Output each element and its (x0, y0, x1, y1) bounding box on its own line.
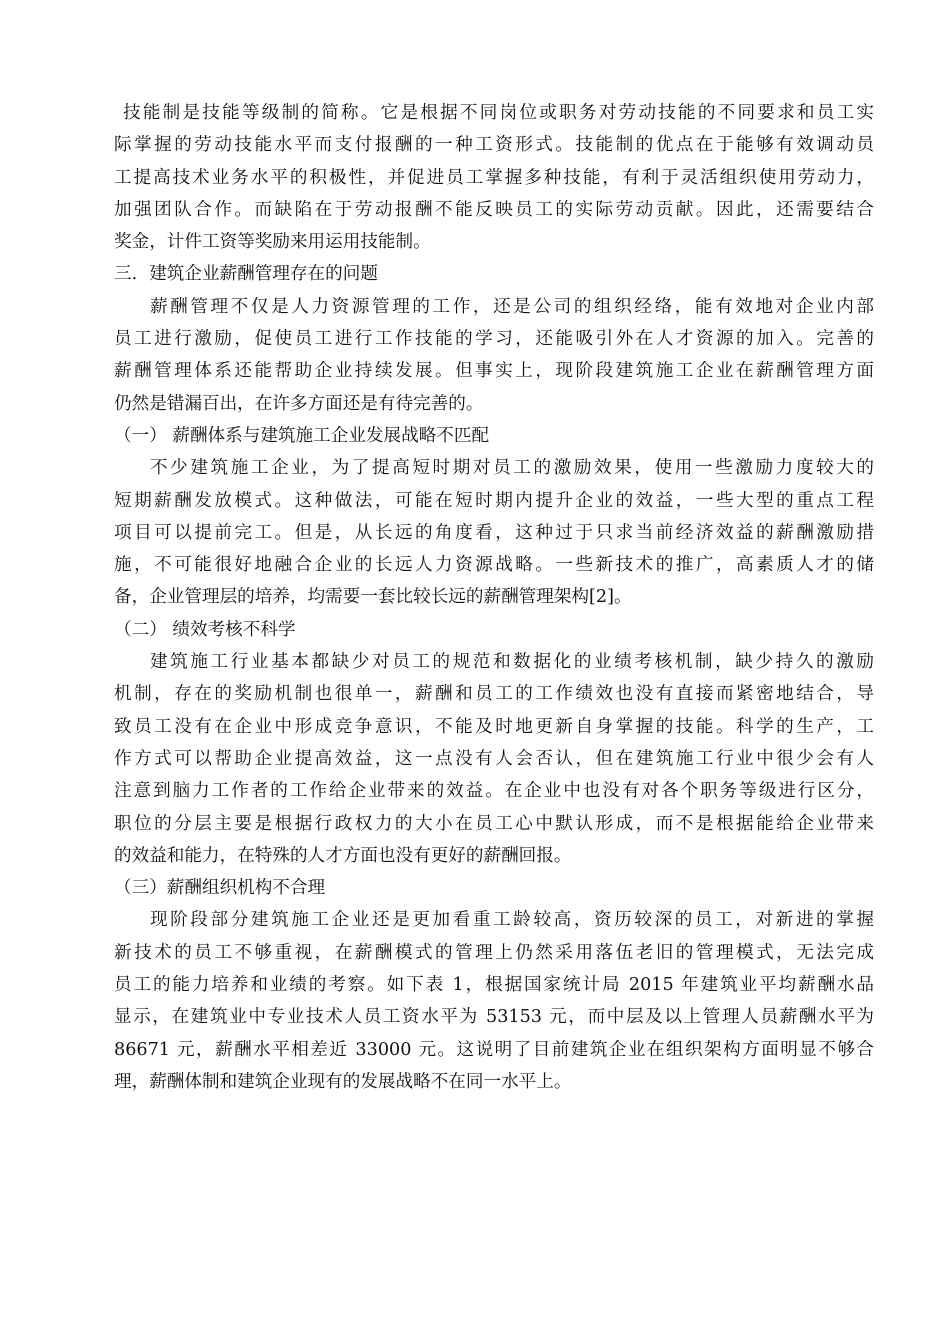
text-line: 薪酬管理不仅是人力资源管理的工作，还是公司的组织经络，能有效地对企业内部 (150, 296, 874, 317)
paragraph-strategy-mismatch (114, 452, 874, 613)
heading-text: （一） 薪酬体系与建筑施工企业发展战略不匹配 (114, 425, 490, 446)
text-line: 员工进行激励，促使员工进行工作技能的学习，还能吸引外在人才资源的加入。完善的 (114, 329, 874, 350)
text-line: 仍然是错漏百出，在许多方面还是有待完善的。 (114, 393, 484, 414)
text-line: 施，不可能很好地融合企业的长远人力资源战略。一些新技术的推广，高素质人才的储 (114, 555, 874, 576)
section-heading-3 (114, 258, 874, 290)
text-line: 奖金，计件工资等奖励来用运用技能制。 (114, 232, 431, 253)
text-line: 致员工没有在企业中形成竞争意识，不能及时地更新自身掌握的技能。科学的生产，工 (114, 716, 874, 737)
text-line: 86671 元，薪酬水平相差近 33000 元。这说明了目前建筑企业在组织架构方面明显不够合 (114, 1039, 874, 1060)
text-line: 加强团队合作。而缺陷在于劳动报酬不能反映员工的实际劳动贡献。因此，还需要结合 (114, 199, 874, 220)
subsection-heading-1 (114, 420, 874, 452)
document-body (114, 97, 874, 1098)
subsection-heading-2 (114, 614, 874, 646)
text-line: 备，企业管理层的培养，均需要一套比较长远的薪酬管理架构[2]。 (114, 587, 632, 608)
paragraph-organization-structure (114, 904, 874, 1098)
paragraph-performance-evaluation (114, 646, 874, 872)
text-line: 际掌握的劳动技能水平而支付报酬的一种工资形式。技能制的优点在于能够有效调动员 (114, 135, 874, 156)
heading-text: （二） 绩效考核不科学 (114, 619, 296, 640)
text-line: 建筑施工行业基本都缺少对员工的规范和数据化的业绩考核机制，缺少持久的激励 (150, 652, 874, 673)
paragraph-skill-system (114, 97, 874, 258)
text-line: 项目可以提前完工。但是，从长远的角度看，这种过于只求当前经济效益的薪酬激励措 (114, 522, 874, 543)
text-line: 注意到脑力工作者的工作给企业带来的效益。在企业中也没有对各个职务等级进行区分， (114, 781, 874, 802)
subsection-heading-3 (114, 872, 874, 904)
heading-text: 三．建筑企业薪酬管理存在的问题 (114, 264, 378, 285)
text-line: 不少建筑施工企业，为了提高短时期对员工的激励效果，使用一些激励力度较大的 (150, 458, 874, 479)
text-line: 机制，存在的奖励机制也很单一，薪酬和员工的工作绩效也没有直接而紧密地结合，导 (114, 684, 874, 705)
text-line: 新技术的员工不够重视，在薪酬模式的管理上仍然采用落伍老旧的管理模式，无法完成 (114, 942, 874, 963)
heading-text: （三）薪酬组织机构不合理 (114, 878, 326, 899)
text-line: 显示，在建筑业中专业技术人员工资水平为 53153 元，而中层及以上管理人员薪酬水平为 (114, 1007, 874, 1028)
text-line: 职位的分层主要是根据行政权力的大小在员工心中默认形成，而不是根据能给企业带来 (114, 813, 874, 834)
text-line: 作方式可以帮助企业提高效益，这一点没有人会否认，但在建筑施工行业中很少会有人 (114, 748, 874, 769)
paragraph-salary-management (114, 291, 874, 420)
text-line: 理，薪酬体制和建筑企业现有的发展战略不在同一水平上。 (114, 1071, 572, 1092)
text-line: 薪酬管理体系还能帮助企业持续发展。但事实上，现阶段建筑施工企业在薪酬管理方面 (114, 361, 874, 382)
text-line: 技能制是技能等级制的简称。它是根据不同岗位或职务对劳动技能的不同要求和员工实 (123, 103, 874, 123)
text-line: 的效益和能力，在特殊的人才方面也没有更好的薪酬回报。 (114, 845, 572, 866)
text-line: 工提高技术业务水平的积极性，并促进员工掌握多种技能，有利于灵活组织使用劳动力， (114, 167, 874, 188)
text-line: 现阶段部分建筑施工企业还是更加看重工龄较高，资历较深的员工，对新进的掌握 (150, 910, 874, 931)
text-line: 短期薪酬发放模式。这种做法，可能在短时期内提升企业的效益，一些大型的重点工程 (114, 490, 874, 511)
text-line: 员工的能力培养和业绩的考察。如下表 1，根据国家统计局 2015 年建筑业平均薪酬水品 (114, 975, 874, 996)
